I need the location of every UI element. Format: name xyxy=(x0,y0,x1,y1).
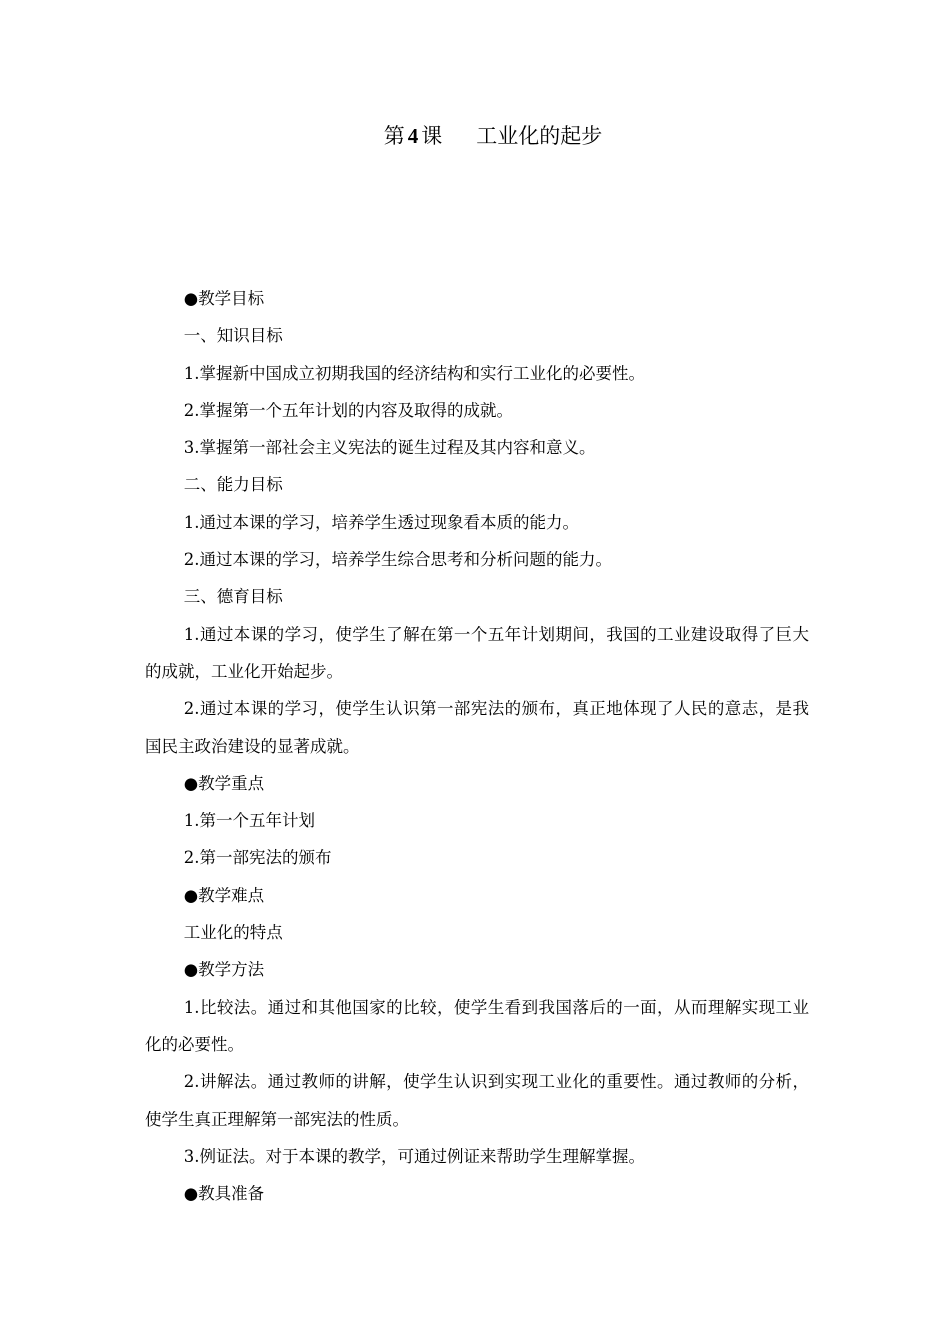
paragraph: 2.掌握第一个五年计划的内容及取得的成就。 xyxy=(183,400,514,420)
lesson-prefix: 第 xyxy=(383,124,405,148)
paragraph: 1.通过本课的学习，培养学生透过现象看本质的能力。 xyxy=(183,512,580,532)
lesson-name: 工业化的起步 xyxy=(476,124,603,148)
paragraph: 1.掌握新中国成立初期我国的经济结构和实行工业化的必要性。 xyxy=(183,363,646,383)
paragraph: 3.掌握第一部社会主义宪法的诞生过程及其内容和意义。 xyxy=(183,438,596,458)
paragraph: 2.通过本课的学习，培养学生综合思考和分析问题的能力。 xyxy=(183,550,613,570)
paragraph: 2.第一部宪法的颁布 xyxy=(183,848,332,868)
lesson-suffix: 课 xyxy=(421,124,443,148)
subheading-ability-objectives: 二、能力目标 xyxy=(183,475,283,495)
paragraph: 1.第一个五年计划 xyxy=(183,811,316,831)
section-heading-teaching-aids: ●教具准备 xyxy=(183,1184,265,1204)
section-heading-difficulties: ●教学难点 xyxy=(183,885,265,905)
paragraph: 工业化的特点 xyxy=(183,923,283,943)
paragraph: 2.通过本课的学习，使学生认识第一部宪法的颁布，真正地体现了人民的意志，是我国民主政治建设的显著成就。 xyxy=(145,699,809,756)
section-heading-key-points: ●教学重点 xyxy=(183,773,265,793)
section-heading-teaching-objectives: ●教学目标 xyxy=(183,289,265,308)
paragraph: 2.讲解法。通过教师的讲解，使学生认识到实现工业化的重要性。通过教师的分析，使学生真正理解第一部宪法的性质。 xyxy=(145,1072,809,1129)
subheading-moral-objectives: 三、德育目标 xyxy=(183,587,283,607)
document-body xyxy=(145,280,809,1212)
lesson-number: 4 xyxy=(407,124,419,148)
lesson-title xyxy=(0,122,950,150)
subheading-knowledge-objectives: 一、知识目标 xyxy=(183,326,283,346)
paragraph: 3.例证法。对于本课的教学，可通过例证来帮助学生理解掌握。 xyxy=(183,1146,646,1166)
paragraph: 1.比较法。通过和其他国家的比较，使学生看到我国落后的一面，从而理解实现工业化的必要性。 xyxy=(145,997,809,1054)
section-heading-teaching-methods: ●教学方法 xyxy=(183,960,265,980)
paragraph: 1.通过本课的学习，使学生了解在第一个五年计划期间，我国的工业建设取得了巨大的成就，工业化开始起步。 xyxy=(145,624,809,681)
